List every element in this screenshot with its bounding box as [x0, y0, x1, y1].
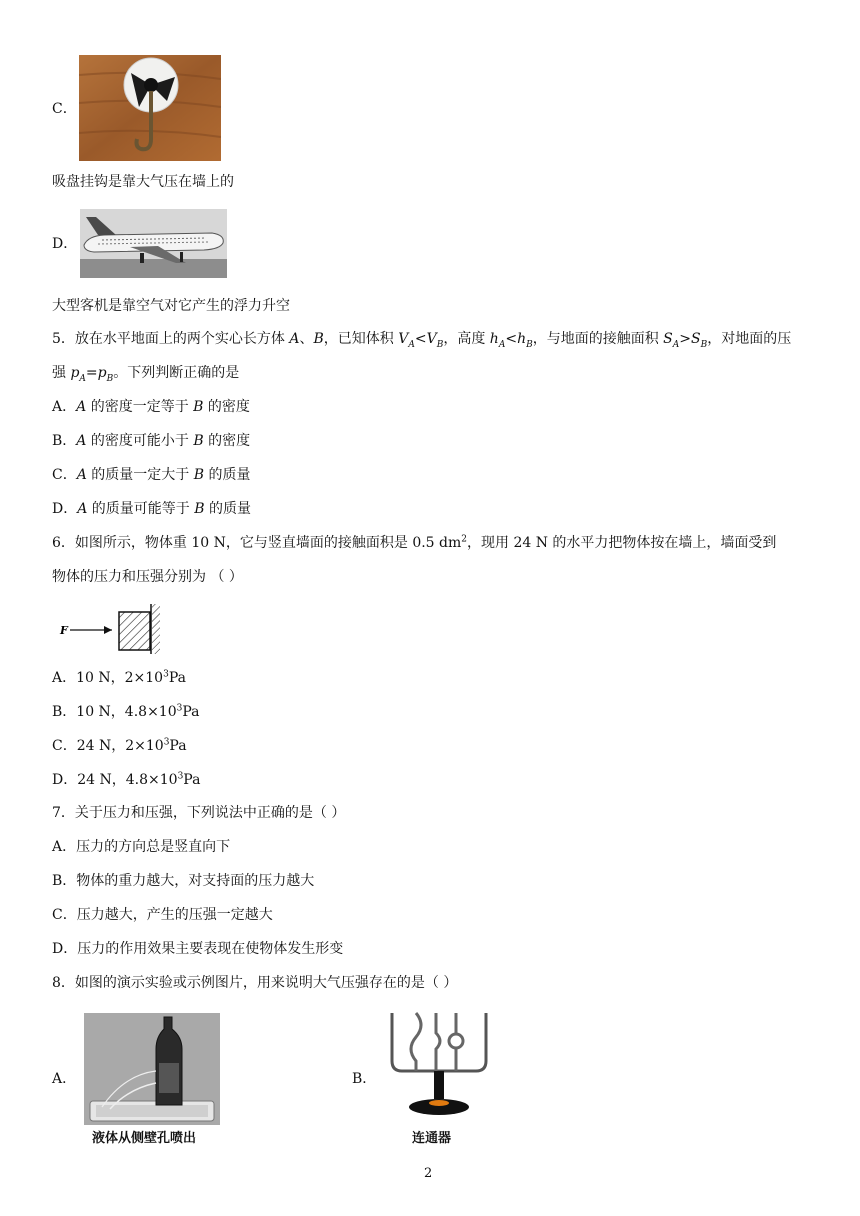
- q8-option-a-label: A．: [52, 1071, 77, 1087]
- force-on-block-figure: [58, 602, 168, 654]
- q6-stem-line2: 物体的压力和压强分别为 （ ）: [52, 569, 243, 585]
- q8-stem: 8．如图的演示实验或示例图片，用来说明大气压强存在的是（ ）: [52, 975, 458, 991]
- suction-hook-image: [79, 55, 221, 161]
- q7-option-a: A．压力的方向总是竖直向下: [52, 839, 231, 855]
- q5-stem-line1: 5．放在水平地面上的两个实心长方体 A、B，已知体积 $V_A<V_B$，高度 $h_A<h_B$，与地面的接触面积 $S_A>S_B$，对地面的压: [52, 331, 792, 350]
- q8-option-b-label: B．: [352, 1071, 377, 1087]
- q5-option-c: C．A 的质量一定大于 B 的质量: [52, 467, 251, 483]
- q4-option-c-label: C．: [52, 101, 77, 117]
- airliner-image: [80, 209, 227, 278]
- q7-option-b: B．物体的重力越大，对支持面的压力越大: [52, 873, 315, 889]
- q8-option-b-caption: 连通器: [412, 1131, 452, 1146]
- q6-option-d: D．24 N，$4.8\times 10^3Pa$: [52, 771, 201, 788]
- q5-option-b: B．A 的密度可能小于 B 的密度: [52, 433, 251, 449]
- q4-option-d-label: D．: [52, 236, 78, 252]
- q6-option-c: C．24 N，$2\times 10^3Pa$: [52, 737, 187, 754]
- q7-option-d: D．压力的作用效果主要表现在使物体发生形变: [52, 941, 344, 957]
- q6-option-a: A．10 N，$2\times 10^3Pa$: [52, 669, 186, 686]
- q7-stem: 7．关于压力和压强，下列说法中正确的是（ ）: [52, 805, 346, 821]
- page-number: 2: [424, 1166, 433, 1181]
- q5-option-d: D．A 的质量可能等于 B 的质量: [52, 501, 252, 517]
- q6-option-b: B．10 N，$4.8\times 10^3Pa$: [52, 703, 200, 720]
- q7-option-c: C．压力越大，产生的压强一定越大: [52, 907, 273, 923]
- force-label-f: F: [60, 624, 68, 637]
- q5-option-a: A．A 的密度一定等于 B 的密度: [52, 399, 250, 415]
- q4-option-c-caption: 吸盘挂钩是靠大气压在墙上的: [52, 174, 234, 190]
- q5-stem-line2: 强 $p_A=p_B$。下列判断正确的是: [52, 365, 240, 384]
- q8-option-a-caption: 液体从侧壁孔喷出: [92, 1131, 197, 1146]
- bottle-jet-image: [84, 1013, 220, 1125]
- connected-vessels-image: [386, 1011, 492, 1119]
- q4-option-d-caption: 大型客机是靠空气对它产生的浮力升空: [52, 298, 290, 314]
- q6-stem-line1: 6．如图所示，物体重 10 N，它与竖直墙面的接触面积是 0.5 $dm^2$，现用 24 N 的水平力把物体按在墙上，墙面受到: [52, 534, 777, 551]
